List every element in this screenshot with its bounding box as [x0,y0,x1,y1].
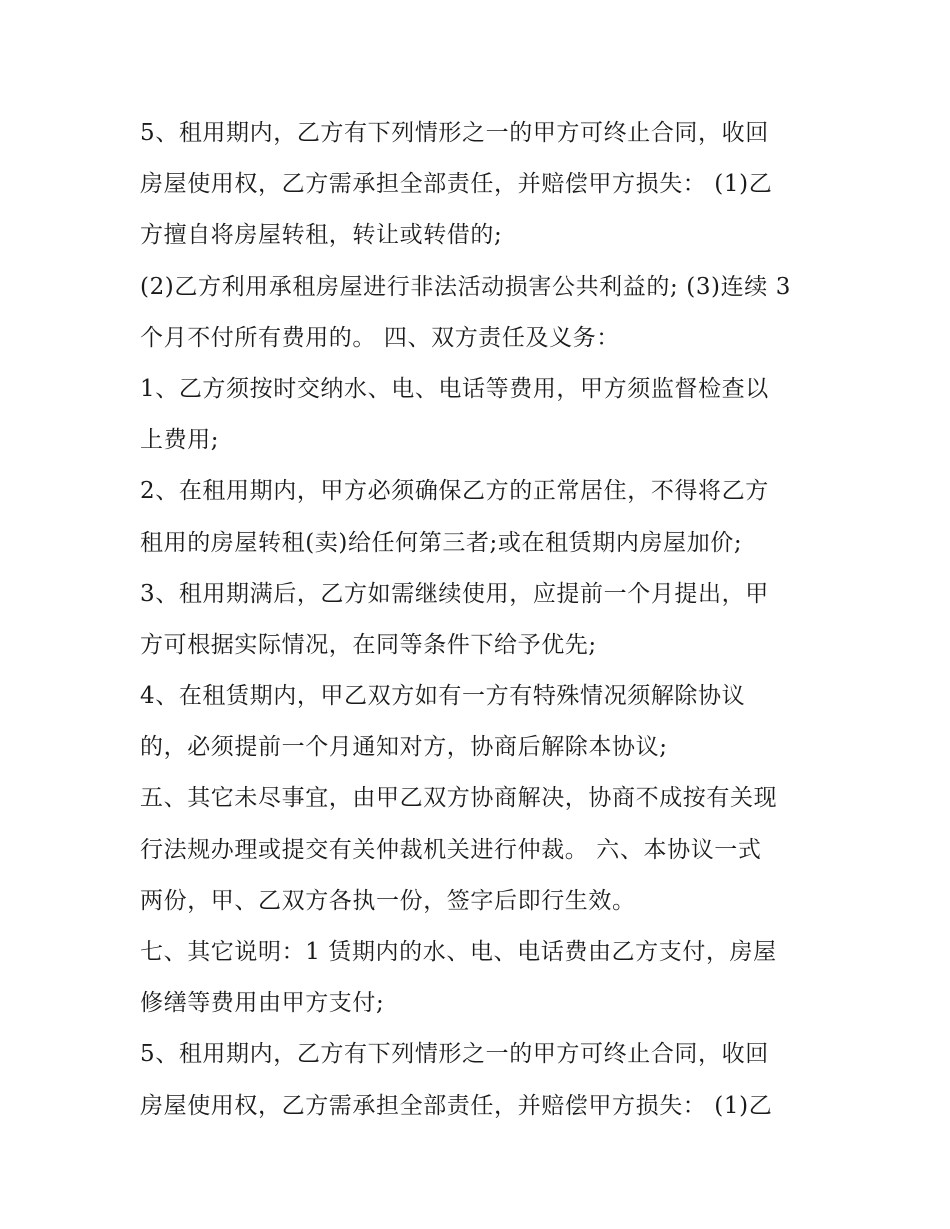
text-line: 2、在租用期内，甲方必须确保乙方的正常居住，不得将乙方 [140,478,769,505]
text-line: 租用的房屋转租(卖)给任何第三者;或在租赁期内房屋加价; [140,529,743,556]
text-line: 4、在租赁期内，甲乙双方如有一方有特殊情况须解除协议 [140,683,746,710]
text-line: 3、租用期满后，乙方如需继续使用，应提前一个月提出，甲 [140,580,769,607]
text-line: 七、其它说明：1 赁期内的水、电、电话费由乙方支付，房屋 [140,939,777,965]
text-line: (2)乙方利用承租房屋进行非法活动损害公共利益的; (3)连续 3 [140,273,791,300]
text-line: 方可根据实际情况，在同等条件下给予优先; [140,631,597,658]
document-body [140,108,820,1132]
text-line: 方擅自将房屋转租，转让或转借的; [140,222,503,249]
text-line: 两份，甲、乙双方各执一份，签字后即行生效。 [140,887,636,914]
text-line: 的，必须提前一个月通知对方，协商后解除本协议; [140,734,668,761]
text-line: 上费用; [140,427,220,454]
text-line: 五、其它未尽事宜，由甲乙双方协商解决，协商不成按有关现 [140,785,778,812]
text-line: 房屋使用权，乙方需承担全部责任，并赔偿甲方损失： (1)乙 [140,171,773,198]
text-line: 行法规办理或提交有关仲裁机关进行仲裁。 六、本协议一式 [140,836,762,863]
text-line: 房屋使用权，乙方需承担全部责任，并赔偿甲方损失： (1)乙 [140,1092,773,1119]
text-line: 修缮等费用由甲方支付; [140,990,385,1017]
text-line: 5、租用期内，乙方有下列情形之一的甲方可终止合同，收回 [140,120,769,146]
text-line: 个月不付所有费用的。 四、双方责任及义务： [140,324,620,351]
text-line: 5、租用期内，乙方有下列情形之一的甲方可终止合同，收回 [140,1041,769,1068]
text-line: 1、乙方须按时交纳水、电、电话等费用，甲方须监督检查以 [140,375,769,402]
